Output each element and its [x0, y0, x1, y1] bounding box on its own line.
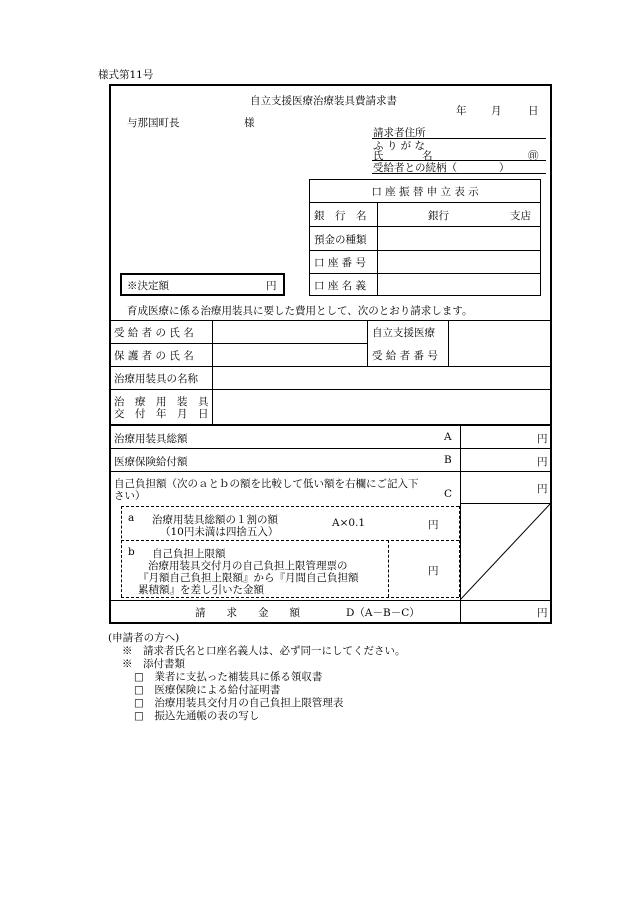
option-b-line2: 治療用装具交付月の自己負担上限管理票の	[148, 560, 348, 572]
notes-header: (申請者の方へ)	[108, 632, 180, 644]
bank-suffix: 銀行	[428, 210, 449, 222]
option-b-unit: 円	[428, 565, 439, 577]
claim-formula: D（A－B－C）	[346, 607, 420, 619]
option-a-mark: a	[128, 512, 135, 524]
option-b-line4: 累積額』を差し引いた金額	[138, 584, 264, 596]
date-month: 月	[491, 105, 502, 117]
decision-unit: 円	[266, 280, 277, 292]
guardian-name-label: 保 護 者 の 氏 名	[114, 350, 194, 362]
total-unit: 円	[537, 433, 548, 445]
applicant-name-label-a: 氏	[373, 150, 384, 162]
decision-label: ※決定額	[127, 280, 169, 292]
relation-label: 受給者との続柄（ ）	[373, 162, 510, 174]
attachment-item: □ 治療用装具交付月の自己負担上限管理表	[134, 697, 344, 709]
claim-label: 請 求 金 額	[195, 607, 300, 619]
delivery-date-label-2: 交 付 年 月 日	[114, 408, 209, 420]
note-attachments: ※ 添付書類	[122, 658, 185, 670]
attachment-item: □ 振込先通帳の表の写し	[134, 710, 260, 722]
attachment-item: □ 業者に支払った補装具に係る領収書	[134, 671, 323, 683]
delivery-date-label-1: 治 療 用 装 具	[114, 396, 209, 408]
applicant-name-label-b: 名	[422, 150, 433, 162]
diagonal-strike	[460, 503, 551, 600]
form-number: 様式第11号	[98, 69, 154, 81]
addressee-honorific: 様	[244, 117, 255, 129]
total-letter: A	[444, 431, 452, 443]
certificate-label-1: 自立支援医療	[372, 327, 435, 339]
date-year: 年	[456, 105, 467, 117]
insurance-unit: 円	[537, 456, 548, 468]
device-name-label: 治療用装具の名称	[114, 373, 198, 385]
option-b-line3: 『月額自己負担上限額』から『月間自己負担額	[138, 572, 359, 584]
insurance-label: 医療保険給付額	[114, 456, 188, 468]
option-a-formula: A×0.1	[332, 517, 366, 529]
account-type-label: 預金の種類	[314, 234, 367, 246]
applicant-address-label: 請求者住所	[373, 127, 426, 139]
branch-suffix: 支店	[510, 210, 531, 222]
request-statement: 育成医療に係る治療用装具に要した費用として、次のとおり請求します。	[127, 305, 473, 317]
self-pay-letter: C	[444, 488, 453, 500]
recipient-name-label: 受 給 者 の 氏 名	[114, 327, 194, 339]
self-pay-unit: 円	[537, 483, 548, 495]
option-a-line1: 治療用装具総額の１割の額	[152, 514, 278, 526]
option-b-mark: b	[128, 546, 135, 558]
bank-name-label: 銀 行 名	[314, 210, 367, 222]
seal-mark: ㊞	[528, 150, 539, 162]
insurance-letter: B	[444, 454, 452, 466]
certificate-label-2: 受 給 者 番 号	[372, 350, 438, 362]
addressee-name: 与那国町長	[127, 117, 180, 129]
option-b-line1: 自己負担上限額	[152, 548, 226, 560]
attachment-item: □ 医療保険による給付証明書	[134, 684, 281, 696]
claim-unit: 円	[537, 607, 548, 619]
relation-line	[372, 173, 546, 174]
applicant-furigana-label: ふ り が な	[373, 140, 426, 152]
account-number-label: 口 座 番 号	[314, 257, 367, 269]
self-pay-label-1: 自己負担額（次のａとｂの額を比較して低い額を右欄にご記入下	[114, 478, 419, 490]
account-holder-label: 口 座 名 義	[314, 280, 367, 292]
option-a-unit: 円	[428, 519, 439, 531]
form-title: 自立支援医療治療装具費請求書	[250, 95, 397, 107]
note-same-name: ※ 請求者氏名と口座名義人は、必ず同一にしてください。	[122, 645, 406, 657]
option-a-line2: （10円未満は四捨五入）	[160, 526, 279, 538]
date-day: 日	[528, 105, 539, 117]
transfer-header: 口 座 振 替 申 立 表 示	[371, 186, 479, 198]
self-pay-label-2: さい）	[114, 490, 146, 502]
total-label: 治療用装具総額	[114, 433, 188, 445]
